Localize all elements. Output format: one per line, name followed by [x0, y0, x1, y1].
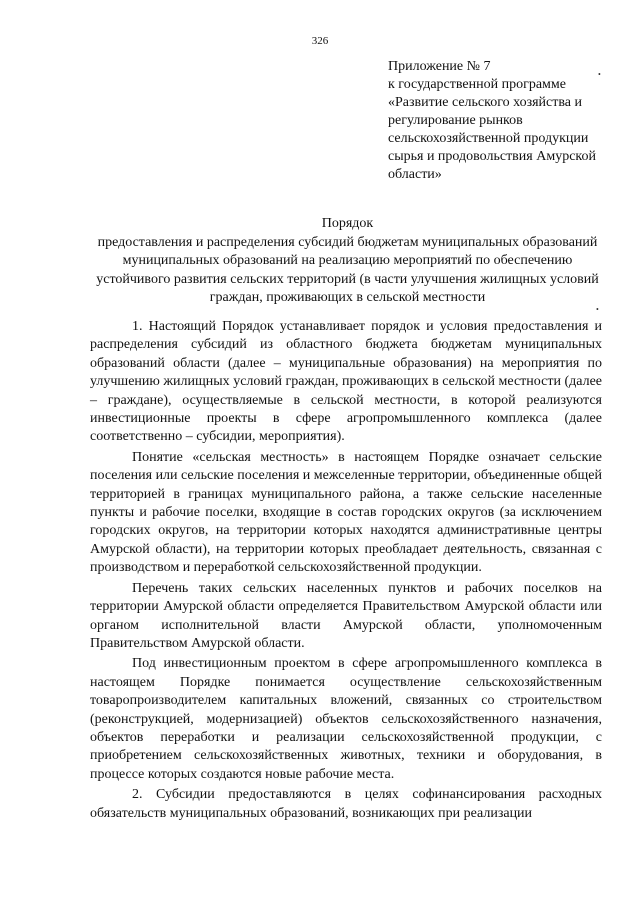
scan-speck: •	[598, 70, 601, 79]
paragraph: 1. Настоящий Порядок устанавливает порядок и условия предоставления и распределения субсидий из областного бюджета бюджетам муниципальных образований области (далее – муниципальные образования) на мероприятия по улучшению жилищных условий граждан, проживающих в сельской местности (далее – граждане), осуществляемые в сельской местности, в которой реализуются инвестиционные проекты в сфере агропромышленного комплекса (далее соответственно – субсидии, мероприятия).	[90, 319, 602, 445]
page-number: 326	[311, 35, 329, 47]
appendix-header	[388, 58, 618, 184]
appendix-line: области»	[388, 167, 442, 182]
document-body	[90, 318, 602, 825]
paragraph: Понятие «сельская местность» в настоящем Порядке означает сельские поселения или сельские поселения и межселенные территории, объединенные общей территорией в границах муниципального района, а также сельские населенные пункты и рабочие поселки, входящие в состав городских округов (за исключением городских округов, на территории которых находятся административные центры Амурской области), на территории которых преобладает деятельность, связанная с производством и переработкой сельскохозяйственной продукции.	[90, 449, 602, 576]
appendix-line: сырья и продовольствия Амурской	[388, 149, 596, 164]
paragraph: 2. Субсидии предоставляются в целях софинансирования расходных обязательств муниципальных образований, возникающих при реализации	[90, 787, 602, 821]
paragraph: Под инвестиционным проектом в сфере агропромышленного комплекса в настоящем Порядке понимается осуществление сельскохозяйственным товаропроизводителем капитальных вложений, связанных со строительством (реконструкцией, модернизацией) объектов сельскохозяйственного назначения, объектов переработки и реализации сельскохозяйственной продукции, с приобретением сельскохозяйственных животных, техники и оборудования, в процессе которых создаются новые рабочие места.	[90, 656, 602, 782]
title-block	[90, 215, 605, 308]
appendix-line: «Развитие сельского хозяйства и	[388, 95, 583, 110]
scan-speck: •	[596, 305, 599, 314]
appendix-line: регулирование рынков	[388, 113, 523, 128]
appendix-line: к государственной программе	[388, 77, 566, 92]
document-subtitle: предоставления и распределения субсидий бюджетам муниципальных образований муниципальных образований на реализацию мероприятий по обеспечению устойчивого развития сельских территорий (в части улучшения жилищных условий граждан, проживающих в сельской местности	[96, 234, 599, 305]
appendix-line: сельскохозяйственной продукции	[388, 131, 589, 146]
paragraph: Перечень таких сельских населенных пунктов и рабочих поселков на территории Амурской области определяется Правительством Амурской области или органом исполнительной власти Амурской области, уполномоченным Правительством Амурской области.	[90, 580, 602, 651]
document-title: Порядок	[321, 216, 374, 231]
appendix-line: Приложение № 7	[388, 59, 491, 74]
